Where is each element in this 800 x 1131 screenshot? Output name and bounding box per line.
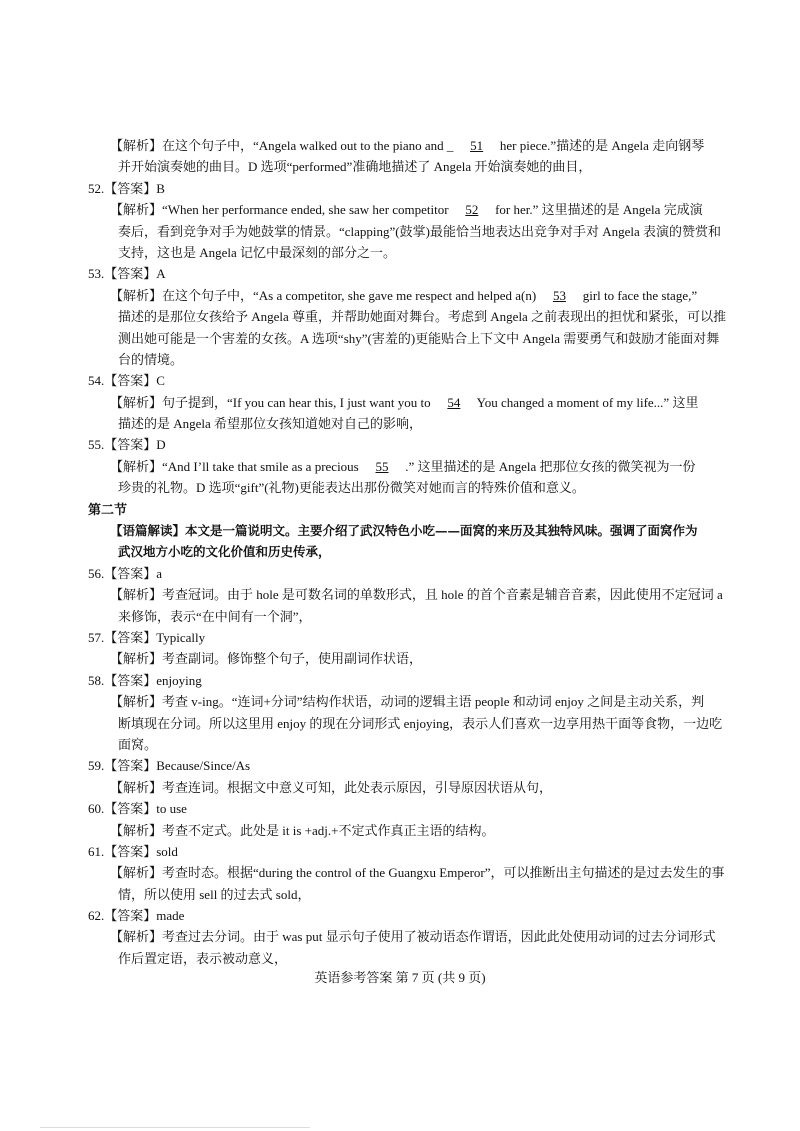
analysis-continuation: 面窝。 (118, 736, 158, 752)
analysis-continuation: 奏后，看到竞争对手为她鼓掌的情景。“clapping”(鼓掌)最能恰当地表达出竞争对手对 Angela 表演的赞赏和 (118, 223, 722, 239)
analysis-line (88, 392, 714, 413)
analysis-continuation: 描述的是那位女孩给予 Angela 尊重，并帮助她面对舞台。考虑到 Angela 之前表现出的担忧和紧张，可以推 (118, 309, 727, 325)
section-heading: 第二节 (88, 501, 128, 517)
analysis-continuation: 测出她可能是一个害羞的女孩。A 选项“shy”(害羞的)更能贴合上下文中 Angela 需要勇气和鼓励才能面对舞 (118, 330, 720, 346)
answer-line: 62.【答案】made (88, 908, 185, 924)
text-segment: for her.” 这里描述的是 Angela 完成演 (491, 202, 703, 218)
text-segment: 【解析】在这个句子中，“Angela walked out to the piano and _ (110, 138, 457, 153)
text-segment: 【解析】在这个句子中，“As a competitor, she gave me respect and helped a(n) (110, 287, 540, 303)
passage-intro: 【语篇解读】本文是一篇说明文。主要介绍了武汉特色小吃——面窝的来历及其独特风味。强调了面窝作为 (110, 523, 698, 539)
answer-line: 59.【答案】Because/Since/As (88, 758, 251, 774)
text-segment: 【解析】句子提到，“If you can hear this, I just want you to (110, 394, 434, 410)
text-segment: girl to face the stage,” (579, 287, 698, 303)
answer-line: 61.【答案】sold (88, 843, 178, 859)
answer-line: 60.【答案】to use (88, 801, 187, 817)
analysis-continuation: 作后置定语，表示被动意义， (118, 950, 288, 966)
analysis-line: 【解析】考查不定式。此处是 it is +adj.+不定式作真正主语的结构。 (110, 822, 495, 838)
analysis-line (88, 456, 714, 477)
analysis-line (88, 199, 714, 220)
analysis-line: 【解析】考查时态。根据“during the control of the Guangxu Emperor”，可以推断出主句描述的是过去发生的事 (110, 865, 725, 881)
analysis-line (88, 135, 714, 156)
analysis-continuation: 支持，这也是 Angela 记忆中最深刻的部分之一。 (118, 244, 397, 260)
passage-intro-continuation: 武汉地方小吃的文化价值和历史传承， (118, 544, 331, 560)
analysis-line: 【解析】考查副词。修饰整个句子，使用副词作状语， (110, 651, 423, 667)
answer-document (88, 135, 727, 969)
analysis-continuation: 情，所以使用 sell 的过去式 sold， (118, 886, 311, 902)
answer-line: 56.【答案】a (88, 565, 163, 581)
analysis-continuation: 描述的是 Angela 希望那位女孩知道她对自己的影响， (118, 416, 423, 432)
text-segment: her piece.”描述的是 Angela 走向钢琴 (496, 138, 705, 153)
analysis-line: 【解析】考查冠词。由于 hole 是可数名词的单数形式，且 hole 的首个音素是辅音音素，因此使用不定冠词 a (110, 587, 723, 603)
blank-number: 52 (465, 202, 479, 218)
analysis-line: 【解析】考查过去分词。由于 was put 显示句子使用了被动语态作谓语，因此此处使用动词的过去分词形式 (110, 929, 716, 945)
analysis-line: 【解析】考查连词。根据文中意义可知，此处表示原因，引导原因状语从句， (110, 779, 553, 795)
page-footer: 英语参考答案 第 7 页 (共 9 页) (314, 970, 486, 985)
blank-number: 51 (470, 138, 484, 153)
text-segment: 【解析】“And I’ll take that smile as a precious (110, 458, 362, 474)
answer-line: 58.【答案】enjoying (88, 672, 202, 688)
bottom-divider (40, 1127, 310, 1128)
answer-line: 57.【答案】Typically (88, 629, 206, 645)
analysis-continuation: 珍贵的礼物。D 选项“gift”(礼物)更能表达出那份微笑对她而言的特殊价值和意义。 (118, 480, 585, 496)
text-segment: You changed a moment of my life...” 这里 (473, 394, 699, 410)
analysis-continuation: 断填现在分词。所以这里用 enjoy 的现在分词形式 enjoying，表示人们喜欢一边享用热干面等食物，一边吃 (118, 715, 723, 731)
answer-line: 53.【答案】A (88, 266, 166, 282)
analysis-continuation: 并开始演奏她的曲目。D 选项“performed”准确地描述了 Angela 开始演奏她的曲目， (118, 159, 592, 175)
answer-line: 55.【答案】D (88, 437, 166, 453)
analysis-continuation: 来修饰，表示“在中间有一个洞”， (118, 608, 312, 624)
answer-line: 52.【答案】B (88, 180, 165, 196)
text-segment: .” 这里描述的是 Angela 把那位女孩的微笑视为一份 (402, 458, 696, 474)
blank-number: 54 (447, 394, 461, 410)
text-segment: 【解析】“When her performance ended, she saw her competitor (110, 202, 452, 218)
analysis-continuation: 台的情境。 (118, 351, 184, 367)
analysis-line (88, 285, 714, 306)
blank-number: 53 (552, 287, 566, 303)
answer-line: 54.【答案】C (88, 373, 165, 389)
blank-number: 55 (375, 458, 389, 474)
analysis-line: 【解析】考查 v-ing。“连词+分词”结构作状语，动词的逻辑主语 people 和动词 enjoy 之间是主动关系，判 (110, 694, 705, 710)
